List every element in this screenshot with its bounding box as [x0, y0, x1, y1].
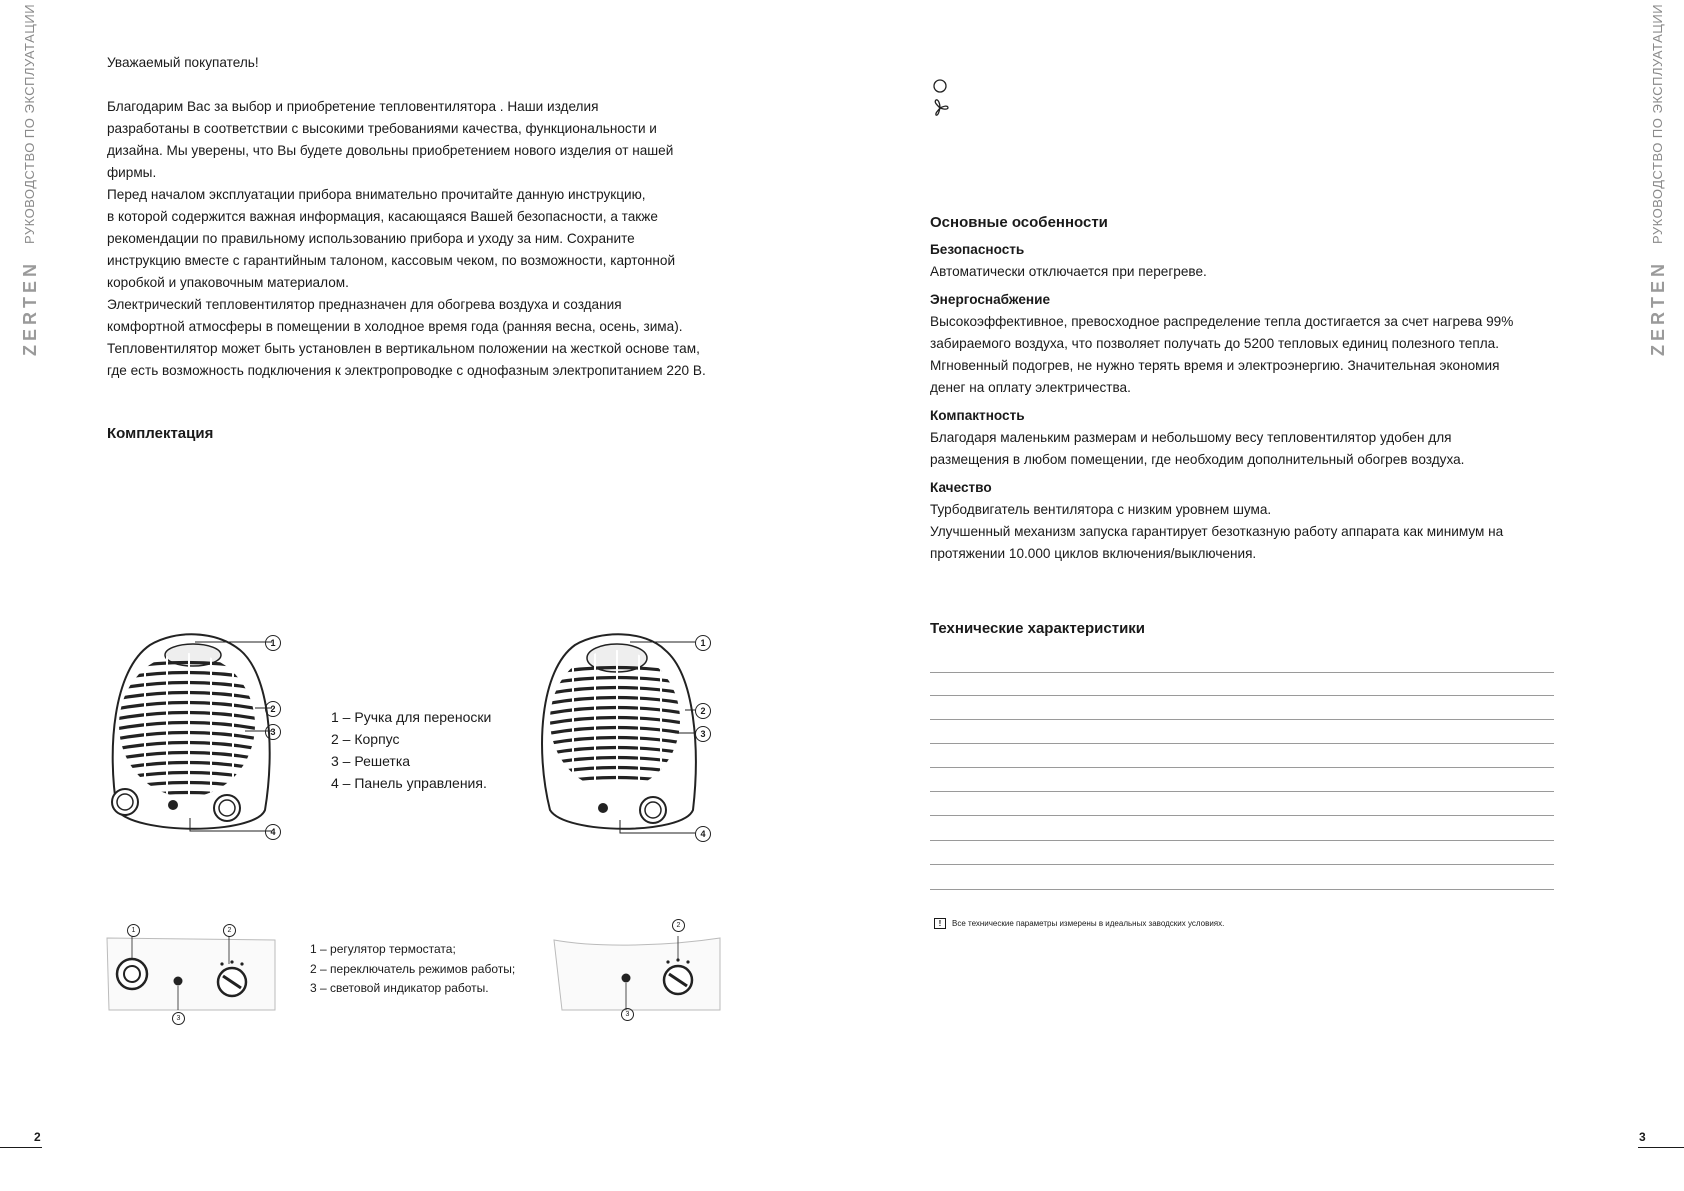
page-rule-right	[1638, 1147, 1684, 1148]
feature-energy	[930, 289, 1570, 399]
callout-1: 1	[695, 635, 711, 651]
feature-line: Благодаря маленьким размерам и небольшому весу тепловентилятор удобен для	[930, 430, 1452, 445]
running-head-brand-right: ZERTEN	[1648, 260, 1668, 356]
running-head-brand-left: ZERTEN	[20, 260, 40, 356]
mode-icons	[932, 78, 952, 122]
callout-2: 2	[265, 701, 281, 717]
page-number-right: 3	[1639, 1130, 1646, 1144]
intro-line: Перед началом эксплуатации прибора внимательно прочитайте данную инструкцию,	[107, 187, 646, 202]
callout-3: 3	[695, 726, 711, 742]
callout-3: 3	[265, 724, 281, 740]
callout-2: 2	[223, 924, 236, 937]
page-number-left: 2	[34, 1130, 41, 1144]
feature-title: Энергоснабжение	[930, 292, 1051, 307]
feature-title: Безопасность	[930, 242, 1025, 257]
specs-row-line	[930, 767, 1554, 768]
feature-title: Компактность	[930, 408, 1025, 423]
feature-line: Автоматически отключается при перегреве.	[930, 264, 1207, 279]
specs-row-line	[930, 695, 1554, 696]
parts-legend-item: 1 – Ручка для переноски	[331, 709, 492, 725]
callout-3: 3	[172, 1012, 185, 1025]
specs-row-line	[930, 864, 1554, 865]
callout-2: 2	[695, 703, 711, 719]
specs-heading: Технические характеристики	[930, 620, 1146, 637]
fan-mode-icon	[935, 100, 948, 115]
intro-line: коробкой и упаковочным материалом.	[107, 275, 349, 290]
note-text: Все технические параметры измерены в идеальных заводских условиях.	[952, 919, 1225, 928]
specs-row-line	[930, 719, 1554, 720]
callout-4: 4	[695, 826, 711, 842]
panel-legend	[310, 940, 515, 999]
feature-line: протяжении 10.000 циклов включения/выключения.	[930, 546, 1257, 561]
note-warning-icon: !	[934, 918, 946, 929]
specs-row-line	[930, 840, 1554, 841]
greeting: Уважаемый покупатель!	[107, 55, 259, 70]
intro-line: Электрический тепловентилятор предназначен для обогрева воздуха и создания	[107, 297, 622, 312]
parts-legend	[331, 706, 491, 794]
intro-line: рекомендации по правильному использованию прибора и уходу за ним. Сохраните	[107, 231, 635, 246]
callout-4: 4	[265, 824, 281, 840]
feature-line: Высокоэффективное, превосходное распределение тепла достигается за счет нагрева 99%	[930, 314, 1514, 329]
intro-line: Тепловентилятор может быть установлен в вертикальном положении на жесткой основе там,	[107, 341, 700, 356]
intro-text	[107, 96, 827, 382]
page-rule-left	[0, 1147, 42, 1148]
intro-line: комфортной атмосферы в помещении в холодное время года (ранняя весна, осень, зима).	[107, 319, 683, 334]
panel-legend-item: 1 – регулятор термостата;	[310, 942, 456, 956]
feature-line: Улучшенный механизм запуска гарантирует безотказную работу аппарата как минимум на	[930, 524, 1504, 539]
running-head-title-left: РУКОВОДСТВО ПО ЭКСПЛУАТАЦИИ	[22, 3, 37, 244]
feature-line: денег на оплату электричества.	[930, 380, 1131, 395]
feature-quality	[930, 477, 1570, 565]
intro-line: где есть возможность подключения к электропроводке с однофазным электропитанием 220 В.	[107, 363, 706, 378]
intro-line: инструкцию вместе с гарантийным талоном, кассовым чеком, по возможности, картонной	[107, 253, 676, 268]
specs-row-line	[930, 672, 1554, 673]
intro-line: дизайна. Мы уверены, что Вы будете довольны приобретением нового изделия от нашей	[107, 143, 674, 158]
intro-line: фирмы.	[107, 165, 157, 180]
specs-row-line	[930, 743, 1554, 744]
parts-legend-item: 4 – Панель управления.	[331, 775, 487, 791]
feature-line: Турбодвигатель вентилятора с низким уровнем шума.	[930, 502, 1272, 517]
feature-compact	[930, 405, 1570, 471]
feature-safety	[930, 239, 1570, 283]
running-head-title-right: РУКОВОДСТВО ПО ЭКСПЛУАТАЦИИ	[1650, 3, 1665, 244]
panel-legend-item: 2 – переключатель режимов работы;	[310, 961, 516, 976]
specs-row-line	[930, 889, 1554, 890]
feature-line: размещения в любом помещении, где необходим дополнительный обогрев воздуха.	[930, 452, 1465, 467]
callout-1: 1	[265, 635, 281, 651]
parts-legend-item: 3 – Решетка	[331, 753, 411, 769]
package-heading: Комплектация	[107, 425, 214, 442]
circle-mode-icon	[934, 80, 946, 92]
features-list	[930, 239, 1570, 565]
intro-line: Благодарим Вас за выбор и приобретение тепловентилятора . Наши изделия	[107, 99, 599, 114]
measurement-note	[934, 918, 1224, 929]
intro-line: разработаны в соответствии с высокими требованиями качества, функциональности и	[107, 121, 657, 136]
specs-row-line	[930, 815, 1554, 816]
features-heading: Основные особенности	[930, 214, 1108, 231]
parts-legend-item: 2 – Корпус	[331, 731, 400, 747]
callout-1: 1	[127, 924, 140, 937]
feature-line: забираемого воздуха, что позволяет получать до 5200 тепловых единиц полезного тепла.	[930, 336, 1499, 351]
feature-title: Качество	[930, 480, 992, 495]
specs-row-line	[930, 791, 1554, 792]
callout-2: 2	[672, 919, 685, 932]
intro-line: в которой содержится важная информация, касающаяся Вашей безопасности, а также	[107, 209, 658, 224]
control-panel-variant-illustration	[548, 918, 723, 1028]
heater-front-illustration	[105, 630, 285, 845]
feature-line: Мгновенный подогрев, не нужно терять время и электроэнергию. Значительная экономия	[930, 358, 1500, 373]
panel-legend-item: 3 – световой индикатор работы.	[310, 981, 489, 995]
heater-variant-illustration	[535, 630, 715, 845]
callout-3: 3	[621, 1008, 634, 1021]
